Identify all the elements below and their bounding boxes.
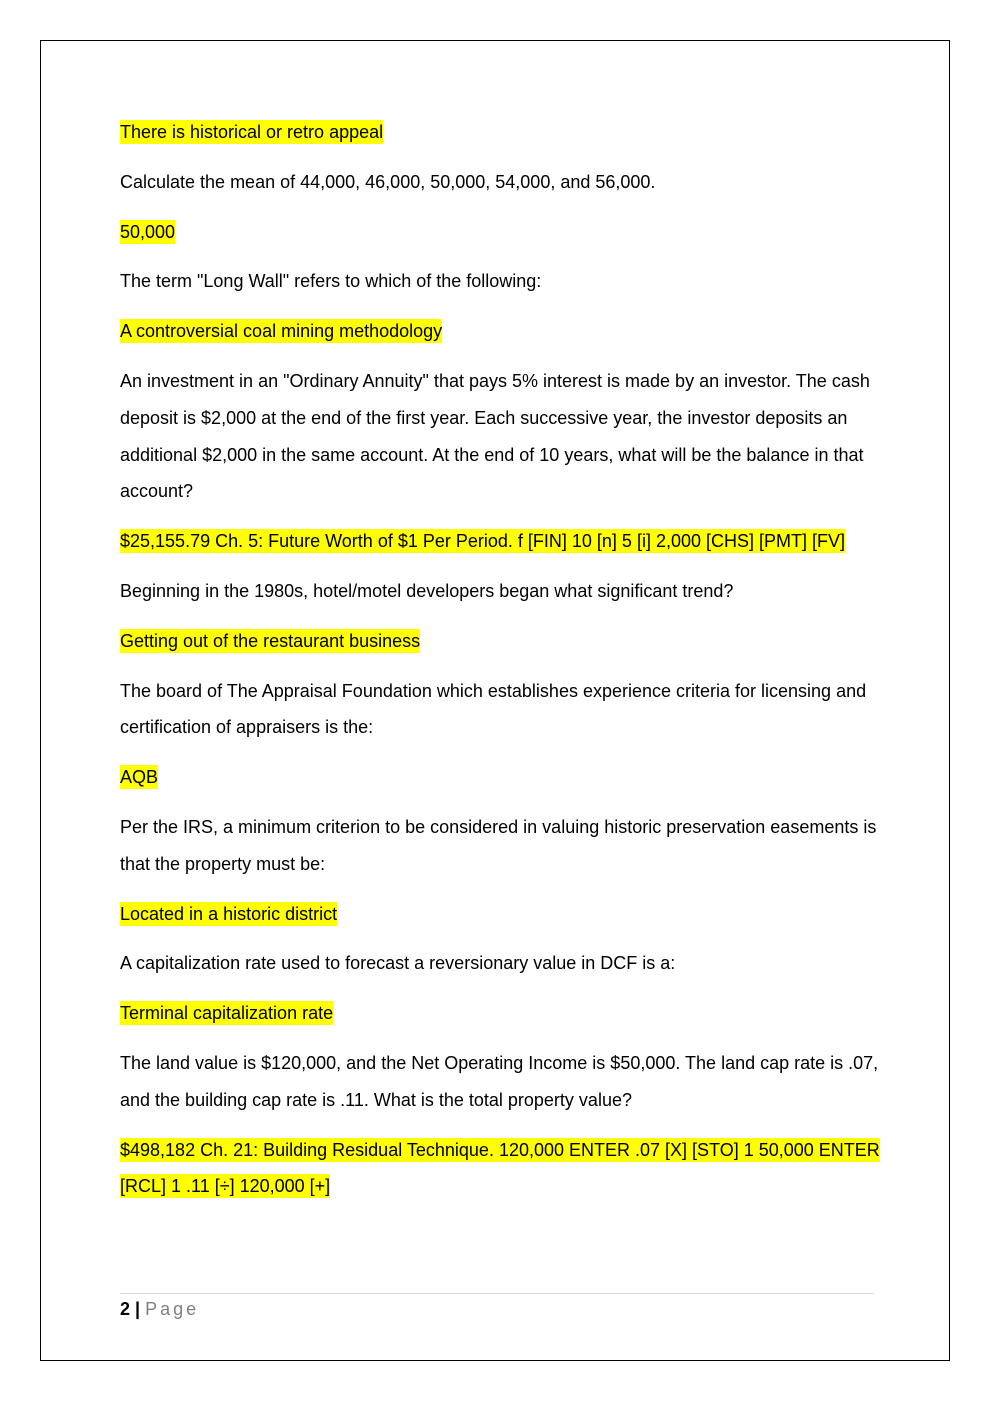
question-text: Per the IRS, a minimum criterion to be considered in valuing historic preservation easements is that the property must be: bbox=[120, 816, 877, 874]
page-label: Page bbox=[145, 1299, 200, 1319]
question-text: Beginning in the 1980s, hotel/motel developers began what significant trend? bbox=[120, 580, 734, 601]
highlighted-answer: There is historical or retro appeal bbox=[120, 122, 384, 142]
answer-text bbox=[120, 523, 880, 560]
document-body bbox=[120, 114, 880, 1218]
question-text: A capitalization rate used to forecast a reversionary value in DCF is a: bbox=[120, 953, 676, 974]
highlighted-answer: Getting out of the restaurant business bbox=[120, 630, 421, 651]
highlighted-answer: Located in a historic district bbox=[120, 903, 338, 924]
highlighted-answer: $498,182 Ch. 21: Building Residual Technique. 120,000 ENTER .07 [X] [STO] 1 50,000 ENTER [RCL] 1 .11 [÷] 120,000 [+] bbox=[120, 1139, 880, 1197]
highlighted-answer: Terminal capitalization rate bbox=[120, 1003, 334, 1024]
question-text: Calculate the mean of 44,000, 46,000, 50,000, 54,000, and 56,000. bbox=[120, 171, 656, 192]
page-footer bbox=[120, 1293, 874, 1321]
question-text: An investment in an "Ordinary Annuity" that pays 5% interest is made by an investor. The cash deposit is $2,000 at the end of the first year. Each successive year, the investor deposits an additional $2,000 in the same account. At the end of 10 years, what will be the balance in that account? bbox=[120, 370, 870, 502]
question-text: The land value is $120,000, and the Net Operating Income is $50,000. The land cap rate is .07, and the building cap rate is .11. What is the total property value? bbox=[120, 1052, 879, 1110]
answer-text bbox=[120, 313, 880, 350]
highlighted-answer: $25,155.79 Ch. 5: Future Worth of $1 Per Period. f [FIN] 10 [n] 5 [i] 2,000 [CHS] [PMT] [FV] bbox=[120, 531, 846, 552]
answer-text bbox=[120, 114, 880, 151]
answer-text bbox=[120, 995, 880, 1032]
page-separator: | bbox=[130, 1299, 146, 1319]
highlighted-answer: AQB bbox=[120, 767, 159, 788]
answer-text bbox=[120, 623, 880, 660]
answer-text bbox=[120, 1132, 880, 1206]
answer-text bbox=[120, 896, 880, 933]
question-text: The board of The Appraisal Foundation which establishes experience criteria for licensing and certification of appraisers is the: bbox=[120, 680, 867, 738]
highlighted-answer: A controversial coal mining methodology bbox=[120, 321, 443, 342]
page-number: 2 bbox=[120, 1299, 131, 1319]
highlighted-answer: 50,000 bbox=[120, 221, 176, 242]
answer-text bbox=[120, 759, 880, 796]
question-text: The term "Long Wall" refers to which of the following: bbox=[120, 271, 542, 292]
answer-text bbox=[120, 214, 880, 251]
